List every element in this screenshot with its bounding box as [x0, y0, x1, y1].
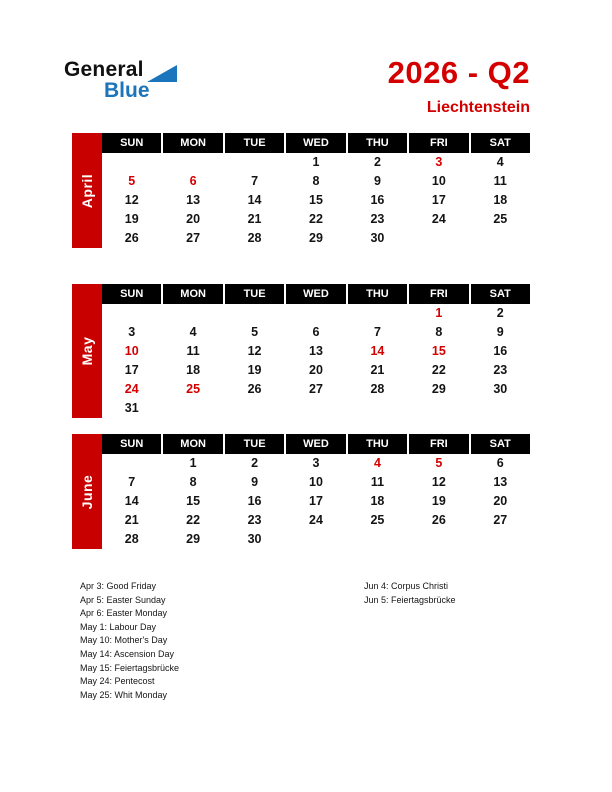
calendar-day: 4 — [189, 325, 197, 339]
weekday-header-cell: FRI — [409, 284, 468, 304]
calendar-day: 25 — [186, 382, 201, 396]
calendar-day: 27 — [186, 231, 201, 245]
weekday-header-cell: WED — [286, 284, 345, 304]
calendar-day: 28 — [247, 231, 262, 245]
calendar-day-empty — [471, 399, 530, 418]
calendar-day: 2 — [496, 306, 504, 320]
calendar-day: 17 — [431, 193, 446, 207]
calendar-day: 15 — [309, 193, 323, 207]
holiday-item: May 10: Mother's Day — [80, 635, 168, 646]
calendar-day: 19 — [431, 494, 446, 508]
calendar-day: 8 — [189, 475, 197, 489]
calendar-day: 17 — [124, 363, 139, 377]
weekday-header-cell: SUN — [102, 133, 161, 153]
weekday-header-cell: THU — [348, 284, 407, 304]
calendar-day-empty — [286, 304, 345, 323]
calendar-day: 7 — [373, 325, 381, 339]
weekday-header-cell: FRI — [409, 434, 468, 454]
calendar-day: 2 — [373, 155, 381, 169]
calendar-day: 23 — [370, 212, 385, 226]
holiday-item: Apr 3: Good Friday — [80, 581, 157, 591]
logo-triangle-icon — [147, 65, 177, 82]
calendar-day: 27 — [493, 513, 508, 527]
calendar-day: 5 — [128, 174, 136, 188]
calendar-day: 13 — [309, 344, 323, 358]
calendar-day: 24 — [431, 212, 446, 226]
calendar-day: 29 — [186, 532, 201, 546]
calendar-day: 5 — [435, 456, 443, 470]
weekday-header-cell: TUE — [225, 434, 284, 454]
holiday-item: May 1: Labour Day — [80, 621, 157, 632]
calendar-day: 1 — [435, 306, 443, 320]
calendar-day: 3 — [128, 325, 136, 339]
calendar-day: 25 — [370, 513, 385, 527]
weekday-header-cell: TUE — [225, 133, 284, 153]
calendar-day: 8 — [312, 174, 320, 188]
calendar-day: 20 — [186, 212, 201, 226]
calendar-day: 18 — [186, 363, 201, 377]
calendar-day-empty — [225, 153, 284, 172]
calendar-day: 6 — [312, 325, 320, 339]
calendar-day: 4 — [373, 456, 381, 470]
calendar-day: 19 — [247, 363, 262, 377]
logo-text-blue: Blue — [104, 79, 150, 102]
calendar-day: 1 — [189, 456, 197, 470]
calendar-day: 17 — [309, 494, 323, 508]
calendar-day: 10 — [309, 475, 323, 489]
calendar-day: 6 — [189, 174, 197, 188]
calendar-day-empty — [409, 399, 468, 418]
calendar-day: 29 — [309, 231, 323, 245]
calendar-day: 30 — [493, 382, 508, 396]
month-label: May — [79, 336, 95, 366]
calendar-day: 11 — [186, 344, 200, 358]
calendar-day: 3 — [312, 456, 320, 470]
calendar-day-empty — [163, 399, 222, 418]
calendar-day: 7 — [128, 475, 136, 489]
page-subtitle: Liechtenstein — [426, 99, 530, 116]
calendar-day: 10 — [124, 344, 139, 358]
calendar-day: 28 — [124, 532, 139, 546]
weekday-header-cell: SUN — [102, 434, 161, 454]
calendar-day: 29 — [431, 382, 446, 396]
weekday-header-cell: WED — [286, 133, 345, 153]
weekday-header-cell: SUN — [102, 284, 161, 304]
calendar-day: 4 — [496, 155, 504, 169]
calendar-day-empty — [348, 399, 407, 418]
calendar-day: 19 — [124, 212, 139, 226]
calendar-day: 15 — [186, 494, 201, 508]
calendar-day: 12 — [124, 193, 139, 207]
calendar-day-empty — [102, 153, 161, 172]
calendar-grid — [102, 284, 530, 418]
holiday-item: May 24: Pentecost — [80, 676, 155, 687]
calendar-day: 13 — [493, 475, 508, 489]
calendar-day: 7 — [251, 174, 259, 188]
month-calendar-may — [72, 284, 530, 418]
calendar-day: 14 — [370, 344, 385, 358]
month-calendar-april — [72, 133, 530, 248]
calendar-day: 20 — [493, 494, 508, 508]
calendar-day: 3 — [435, 155, 443, 169]
month-label: April — [79, 173, 95, 208]
calendar-day: 22 — [309, 212, 323, 226]
month-calendar-june — [72, 434, 530, 549]
month-label-bar — [72, 434, 102, 549]
calendar-day: 27 — [309, 382, 323, 396]
calendar-day: 5 — [251, 325, 259, 339]
logo — [64, 58, 177, 103]
holiday-list-right — [364, 580, 456, 607]
calendar-day: 11 — [493, 174, 507, 188]
calendar-day-empty — [471, 530, 530, 549]
weekday-header-cell: SAT — [471, 434, 530, 454]
weekday-header-cell: TUE — [225, 284, 284, 304]
calendar-day: 12 — [247, 344, 262, 358]
calendar-day: 23 — [247, 513, 262, 527]
calendar-day-empty — [225, 399, 284, 418]
weekday-header-cell: FRI — [409, 133, 468, 153]
calendar-day: 21 — [124, 513, 139, 527]
calendar-grid — [102, 133, 530, 248]
calendar-day: 10 — [431, 174, 446, 188]
calendar-day: 24 — [309, 513, 323, 527]
calendar-day: 15 — [431, 344, 446, 358]
weekday-header-cell: MON — [163, 133, 222, 153]
calendar-day: 18 — [370, 494, 385, 508]
calendar-day: 21 — [247, 212, 262, 226]
month-label-bar — [72, 284, 102, 418]
calendar-day: 8 — [435, 325, 443, 339]
calendar-day-empty — [102, 304, 161, 323]
calendar-day: 31 — [124, 401, 139, 415]
month-label-bar — [72, 133, 102, 248]
calendar-day-empty — [471, 229, 530, 248]
calendar-day: 22 — [431, 363, 446, 377]
weekday-header-cell: WED — [286, 434, 345, 454]
holiday-list-left — [80, 580, 179, 702]
holiday-item: May 15: Feiertagsbrücke — [80, 662, 180, 673]
calendar-day: 13 — [186, 193, 201, 207]
calendar-day: 18 — [493, 193, 508, 207]
calendar-day: 16 — [370, 193, 385, 207]
calendar-day-empty — [286, 530, 345, 549]
weekday-header-cell: THU — [348, 133, 407, 153]
calendar-day: 26 — [431, 513, 446, 527]
calendar-day: 1 — [312, 155, 320, 169]
calendar-day-empty — [348, 304, 407, 323]
calendar-day-empty — [102, 454, 161, 473]
calendar-day: 28 — [370, 382, 385, 396]
calendar-day: 2 — [251, 456, 259, 470]
weekday-header-cell: THU — [348, 434, 407, 454]
logo-text-general: General — [64, 58, 144, 81]
page-title: 2026 - Q2 — [387, 55, 530, 90]
calendar-day: 14 — [124, 494, 139, 508]
header-titles — [388, 55, 530, 117]
calendar-day-empty — [225, 304, 284, 323]
holiday-item: Jun 5: Feiertagsbrücke — [364, 594, 456, 605]
weekday-header-cell: MON — [163, 284, 222, 304]
calendar-day: 9 — [373, 174, 381, 188]
calendar-day-empty — [409, 530, 468, 549]
weekday-header-cell: MON — [163, 434, 222, 454]
calendar-day: 24 — [124, 382, 139, 396]
month-label: June — [79, 474, 95, 509]
calendar-day: 23 — [493, 363, 508, 377]
calendar-day: 26 — [124, 231, 139, 245]
calendar-day-empty — [163, 153, 222, 172]
calendar-day-empty — [286, 399, 345, 418]
holiday-item: Jun 4: Corpus Christi — [364, 581, 449, 591]
weekday-header-cell: SAT — [471, 133, 530, 153]
calendar-grid — [102, 434, 530, 549]
calendar-day: 9 — [251, 475, 259, 489]
weekday-header-cell: SAT — [471, 284, 530, 304]
holiday-item: Apr 6: Easter Monday — [80, 608, 168, 619]
calendar-day: 16 — [247, 494, 262, 508]
holiday-item: May 25: Whit Monday — [80, 689, 168, 700]
calendar-day-empty — [348, 530, 407, 549]
calendar-day: 14 — [247, 193, 262, 207]
calendar-day: 30 — [370, 231, 385, 245]
calendar-day: 22 — [186, 513, 201, 527]
calendar-day: 12 — [431, 475, 446, 489]
calendar-day: 20 — [309, 363, 323, 377]
holiday-item: Apr 5: Easter Sunday — [80, 594, 166, 605]
calendar-day-empty — [163, 304, 222, 323]
calendar-day: 25 — [493, 212, 508, 226]
calendar-day-empty — [409, 229, 468, 248]
holiday-item: May 14: Ascension Day — [80, 648, 175, 659]
calendar-day: 21 — [370, 363, 385, 377]
calendar-day: 30 — [247, 532, 262, 546]
calendar-day: 6 — [496, 456, 504, 470]
calendar-day: 11 — [370, 475, 385, 489]
calendar-day: 9 — [496, 325, 504, 339]
calendar-day: 16 — [493, 344, 508, 358]
calendar-day: 26 — [247, 382, 262, 396]
